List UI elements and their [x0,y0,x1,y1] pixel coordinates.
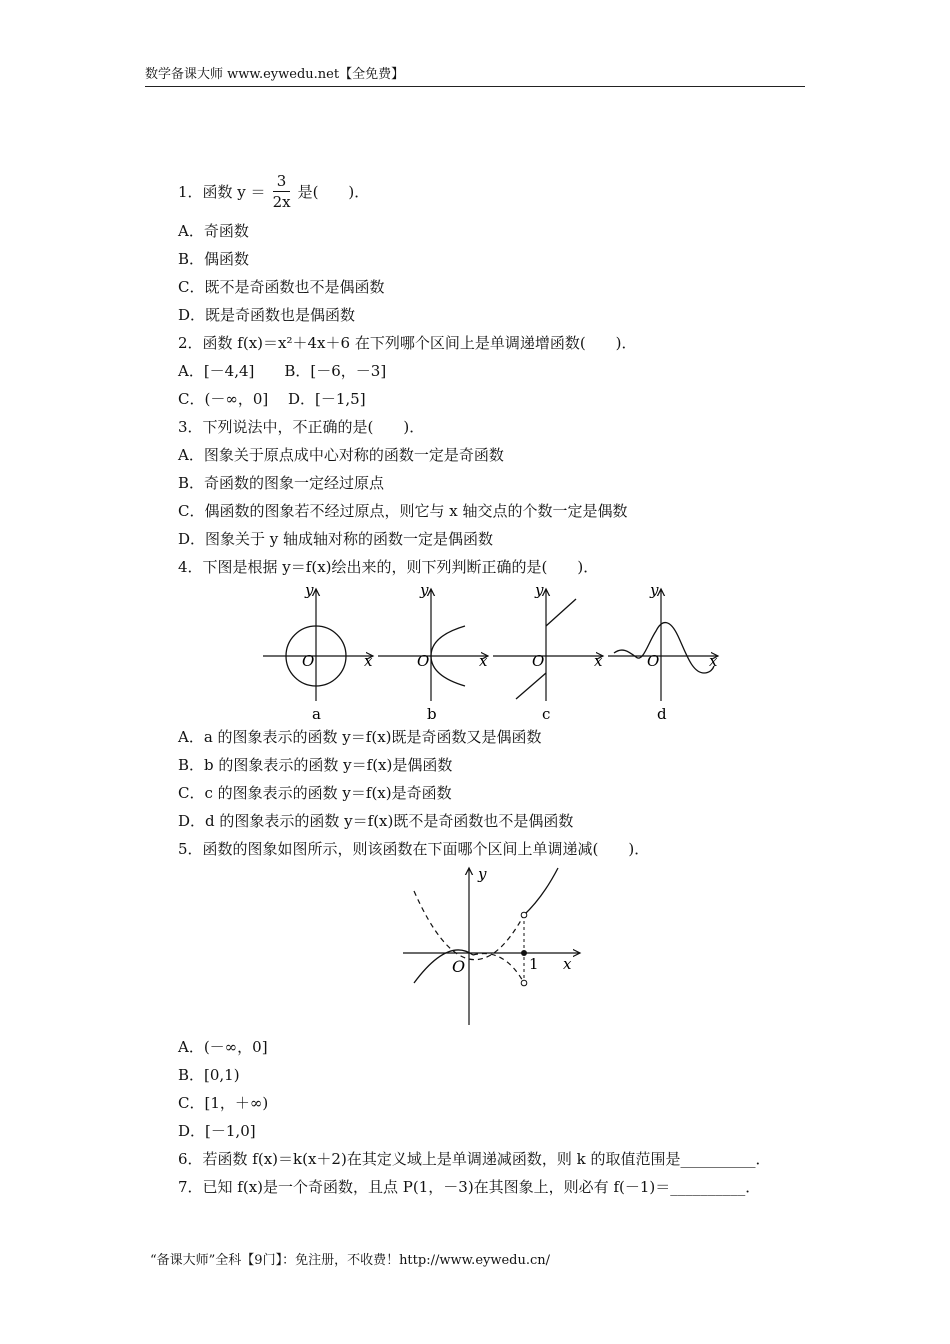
question-6: 6．若函数 f(x)＝k(x＋2)在其定义域上是单调递减函数，则 k 的取值范围是__________． [178,1150,771,1168]
q5-y-label: y [478,865,487,883]
graph-d-label: d [657,705,667,723]
graph-b-y-label: y [420,581,429,599]
graph-a-x-label: x [364,652,373,670]
graph-c-x-label: x [594,652,603,670]
question-3-stem: 3．下列说法中，不正确的是( )． [178,418,425,436]
q5-x-label: x [563,955,572,973]
graph-a-label: a [312,705,321,723]
graph-a-origin: O [302,652,315,670]
question-1-option-d: D．既是奇函数也是偶函数 [178,306,356,324]
question-5-option-b: B．[0,1) [178,1066,240,1084]
fraction [269,171,295,212]
question-7: 7．已知 f(x)是一个奇函数，且点 P(1，－3)在其图象上，则必有 f(－1)＝__________． [178,1178,761,1196]
question-5-option-a: A．(－∞，0] [178,1038,268,1056]
graph-c-label: c [542,705,551,723]
question-5-graph [178,863,818,1033]
graph-b-origin: O [417,652,430,670]
q5-filled-point [521,950,527,956]
graph-b-x-label: x [479,652,488,670]
q5-tick-1: 1 [529,955,539,973]
question-4-option-a: A．a 的图象表示的函数 y＝f(x)既是奇函数又是偶函数 [178,728,542,746]
question-5-option-c: C．[1，＋∞) [178,1094,269,1112]
graph-c-y-label: y [535,581,544,599]
fraction-denominator: 2x [272,192,291,211]
question-1-suffix: 是( )． [297,182,370,201]
question-1-option-b: B．偶函数 [178,250,250,268]
q5-origin: O [452,957,466,976]
question-4-figure [258,581,728,723]
question-1-prefix: 1．函数 y ＝ [178,182,266,201]
graph-d-curve [614,623,714,673]
graph-c-lower-ray [516,673,546,699]
page-header: 数学备课大师 www.eywedu.net【全免费】 [145,66,805,87]
q5-solid-right-curve [524,868,558,915]
q5-open-point-bottom [521,980,527,986]
graph-d-y-label: y [650,581,659,599]
q5-dashed-lower-curve [473,954,524,983]
graph-b [378,581,488,723]
question-3-option-a: A．图象关于原点成中心对称的函数一定是奇函数 [178,446,504,464]
graph-a-y-label: y [305,581,314,599]
question-4-option-c: C．c 的图象表示的函数 y＝f(x)是奇函数 [178,784,452,802]
question-4-stem: 4．下图是根据 y＝f(x)绘出来的，则下列判断正确的是( )． [178,558,599,576]
graph-b-label: b [427,705,437,723]
page-footer: “备课大师”全科【9门】：免注册，不收费！http://www.eywedu.cn/ [150,1253,551,1268]
graph-d-x-label: x [709,652,718,670]
graph-c [493,581,603,723]
graph-c-origin: O [532,652,545,670]
q5-open-point-top [521,912,527,918]
question-5-stem: 5．函数的图象如图所示，则该函数在下面哪个区间上单调递减( )． [178,840,650,858]
question-3-option-c: C．偶函数的图象若不经过原点，则它与 x 轴交点的个数一定是偶数 [178,502,628,520]
question-4-option-b: B．b 的图象表示的函数 y＝f(x)是偶函数 [178,756,453,774]
question-3-option-d: D．图象关于 y 轴成轴对称的函数一定是偶函数 [178,530,494,548]
question-2-options-row-1: A．[－4,4] B．[－6，－3] [178,362,387,380]
question-5-figure [398,865,588,1031]
question-2-options-row-2: C．(－∞，0] D．[－1,5] [178,390,366,408]
question-1-stem [178,165,818,217]
question-1-option-c: C．既不是奇函数也不是偶函数 [178,278,385,296]
question-5-option-d: D．[－1,0] [178,1122,256,1140]
question-1-option-a: A．奇函数 [178,222,249,240]
graph-d [608,581,718,723]
question-4-graphs [178,581,818,723]
question-4-option-d: D．d 的图象表示的函数 y＝f(x)既不是奇函数也不是偶函数 [178,812,574,830]
worksheet-content [178,165,818,1201]
question-3-option-b: B．奇函数的图象一定经过原点 [178,474,385,492]
graph-c-upper-ray [546,599,576,626]
fraction-numerator: 3 [273,171,291,192]
graph-d-origin: O [647,652,660,670]
graph-a [263,581,373,723]
question-2-stem: 2．函数 f(x)＝x²＋4x＋6 在下列哪个区间上是单调递增函数( )． [178,334,637,352]
